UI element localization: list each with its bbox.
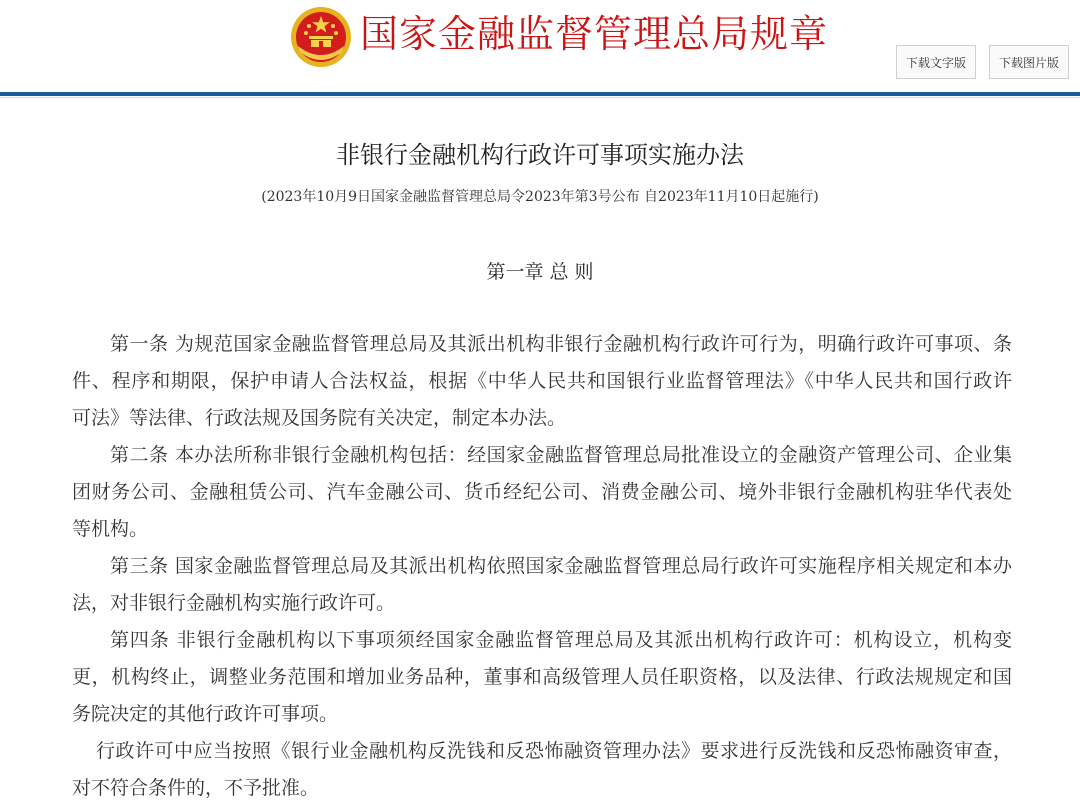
download-text-button[interactable]: 下载文字版 [896, 45, 976, 79]
header-divider [0, 92, 1080, 96]
site-title: 国家金融监督管理总局规章 [360, 12, 829, 56]
article-line: 行政许可中应当按照《银行业金融机构反洗钱和反恐怖融资管理办法》要求进行反洗钱和反恐怖融资审查， [96, 740, 1012, 762]
article-line: 第三条 国家金融监督管理总局及其派出机构依照国家金融监督管理总局行政许可实施程序相关规定和本办 [110, 555, 1012, 577]
article-line: 第二条 本办法所称非银行金融机构包括：经国家金融监督管理总局批准设立的金融资产管理公司、企业集 [110, 444, 1012, 466]
article-4-paragraph-2 [72, 733, 1012, 807]
national-emblem-icon [290, 6, 352, 68]
article-line: 法，对非银行金融机构实施行政许可。 [72, 592, 396, 614]
article-line: 第一条 为规范国家金融监督管理总局及其派出机构非银行金融机构行政许可行为，明确行政许可事项、条 [110, 333, 1012, 355]
article-line: 等机构。 [72, 518, 149, 540]
article-1 [72, 326, 1012, 437]
article-line: 对不符合条件的，不予批准。 [72, 777, 320, 799]
header-divider-thin [0, 97, 1080, 98]
article-line: 更，机构终止，调整业务范围和增加业务品种，董事和高级管理人员任职资格，以及法律、行政法规规定和国 [72, 666, 1012, 688]
article-line: 第四条 非银行金融机构以下事项须经国家金融监督管理总局及其派出机构行政许可：机构设立，机构变 [110, 629, 1012, 651]
article-2 [72, 437, 1012, 548]
download-image-button[interactable]: 下载图片版 [989, 45, 1069, 79]
site-header [0, 0, 1080, 92]
article-line: 件、程序和期限，保护申请人合法权益，根据《中华人民共和国银行业监督管理法》《中华人民共和国行政许 [72, 370, 1012, 392]
article-line: 可法》等法律、行政法规及国务院有关决定，制定本办法。 [72, 407, 567, 429]
article-3 [72, 548, 1012, 622]
document-title: 非银行金融机构行政许可事项实施办法 [336, 141, 744, 169]
article-line: 务院决定的其他行政许可事项。 [72, 703, 339, 725]
document-meta: (2023年10月9日国家金融监督管理总局令2023年第3号公布 自2023年11月10日起施行) [261, 189, 819, 205]
article-line: 团财务公司、金融租赁公司、汽车金融公司、货币经纪公司、消费金融公司、境外非银行金融机构驻华代表处 [72, 481, 1012, 503]
article-4 [72, 622, 1012, 733]
chapter-heading: 第一章 总 则 [486, 261, 594, 283]
